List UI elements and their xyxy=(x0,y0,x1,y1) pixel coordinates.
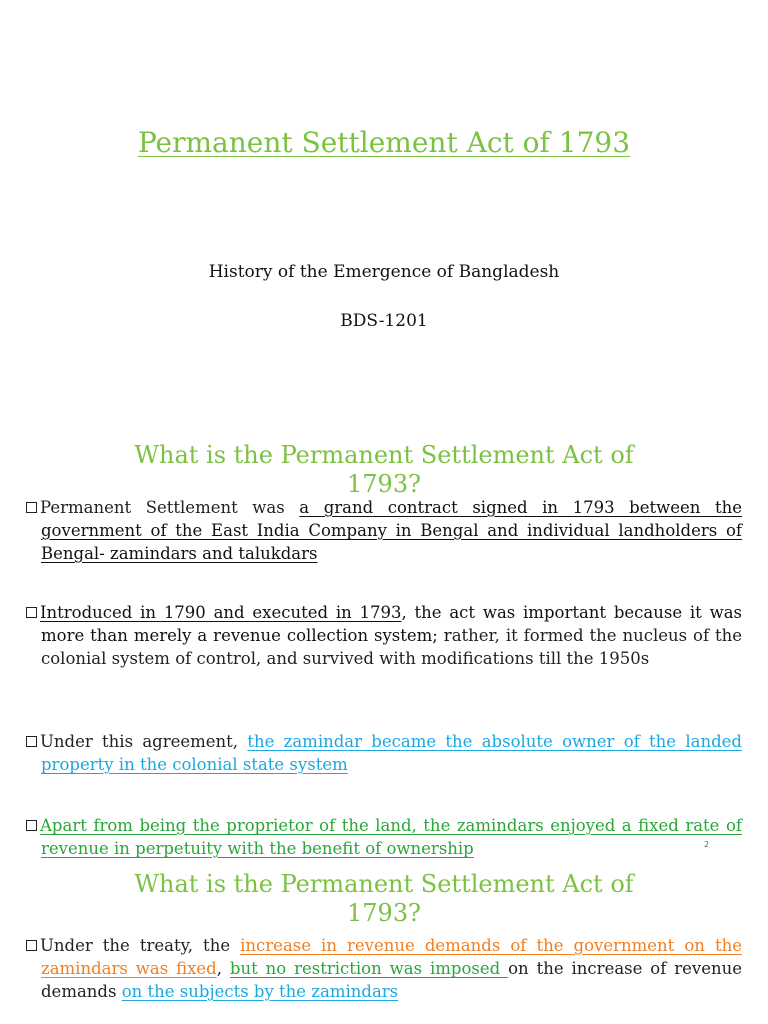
heading-line-2: 1793? xyxy=(347,470,421,498)
checkbox-bullet-icon xyxy=(26,736,37,747)
bullet-1-plain: Permanent Settlement was xyxy=(40,498,300,517)
bullet-4 xyxy=(26,814,742,860)
course-title: History of the Emergence of Bangladesh xyxy=(208,262,560,282)
heading-line-2: 1793? xyxy=(347,899,421,927)
bullet-5-orange: increase in revenue demands of the government on the zamindars was fixed xyxy=(41,936,742,978)
slide-title: Permanent Settlement Act of 1793 xyxy=(137,126,631,159)
bullet-1 xyxy=(26,496,742,565)
bullet-5-blue: on the subjects by the zamindars xyxy=(121,982,399,1001)
course-code: BDS-1201 xyxy=(340,311,428,331)
bullet-3-emphasis: the zamindar became the absolute owner of the landed property in the colonial state system xyxy=(41,732,742,774)
bullet-3 xyxy=(26,730,742,776)
section-heading-1 xyxy=(0,441,768,499)
bullet-2-bold-part: , the act was important because it was more than merely a revenue collection system; r xyxy=(41,603,743,645)
bullet-2 xyxy=(26,601,742,670)
bullet-2-emphasis: Introduced in 1790 and executed in 1793 xyxy=(40,603,402,622)
checkbox-bullet-icon xyxy=(26,820,37,831)
checkbox-bullet-icon xyxy=(26,940,37,951)
checkbox-bullet-icon xyxy=(26,607,37,618)
heading-line-1: What is the Permanent Settlement Act of xyxy=(134,870,634,898)
page-number: 2 xyxy=(704,840,710,849)
bullet-5-plain-1: Under the treaty, the xyxy=(40,936,241,955)
bullet-4-emphasis: Apart from being the proprietor of the land, the zamindars enjoyed a fixed rate of revenue in perpetuity with the benefit of ownership xyxy=(40,816,742,858)
checkbox-bullet-icon xyxy=(26,502,37,513)
bullet-3-plain: Under this agreement, xyxy=(40,732,248,751)
section-heading-2 xyxy=(0,870,768,928)
bullet-5-sep: , xyxy=(216,959,230,978)
bullet-2-plain: ather, it formed the nucleus of the colonial system of control, and survived with modifications till the 1950s xyxy=(41,626,743,668)
bullet-5 xyxy=(26,934,742,1003)
heading-line-1: What is the Permanent Settlement Act of xyxy=(134,441,634,469)
bullet-5-green: but no restriction was imposed xyxy=(229,959,509,978)
bullet-5-plain-2: on the increase of revenue demands xyxy=(41,959,743,1001)
bullet-1-emphasis: a grand contract signed in 1793 between the government of the East India Company in Bengal and individual landholders of Bengal- zamindars and talukdars xyxy=(41,498,742,563)
